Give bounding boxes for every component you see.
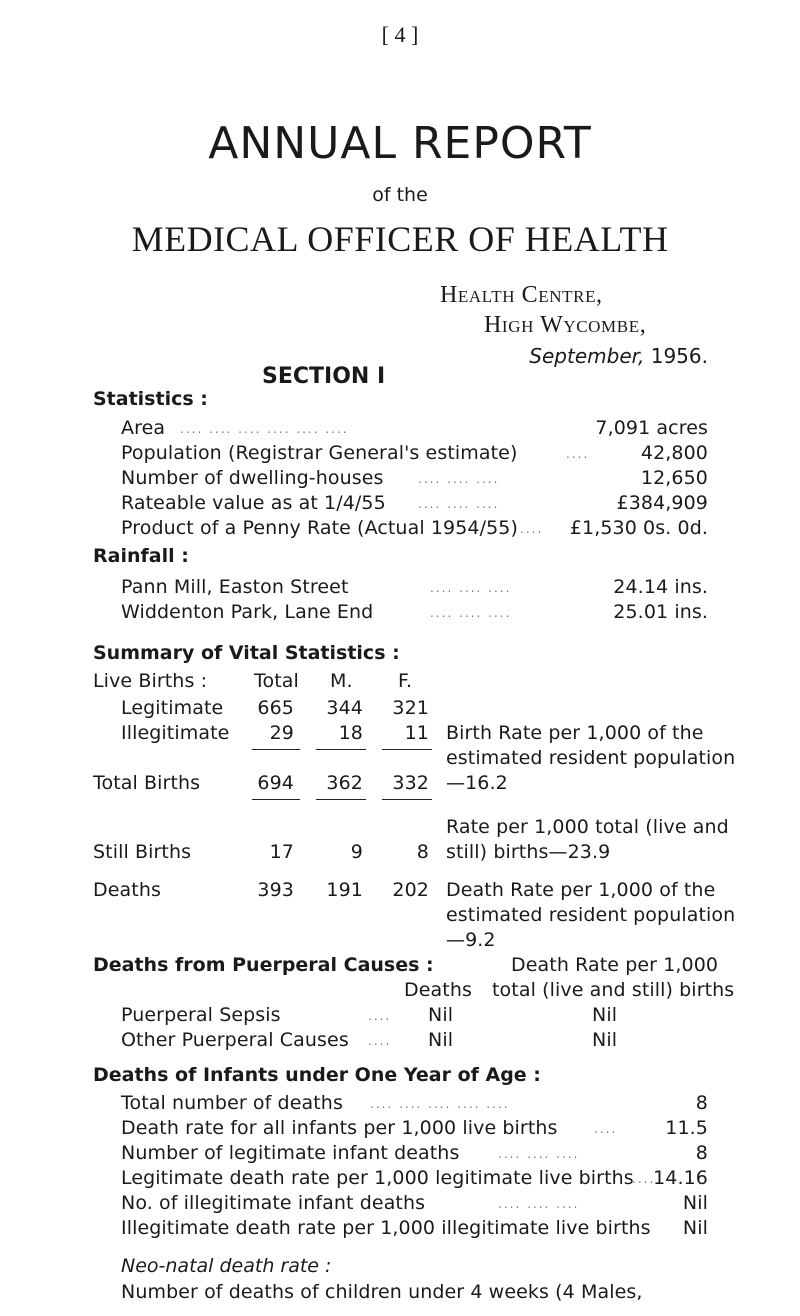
legit-label: Legitimate (121, 697, 224, 719)
infant-value-illegit-deaths: Nil (682, 1192, 708, 1214)
rule-m-2 (316, 799, 366, 800)
puerperal-rate-header-1: Death Rate per 1,000 (511, 954, 719, 976)
rain-dots-pann-mill: .... .... .... (430, 581, 512, 595)
stat-value-rateable: £384,909 (616, 492, 708, 514)
deaths-f: 202 (392, 879, 429, 901)
still-births-total: 17 (269, 841, 294, 863)
rule-f-1 (382, 749, 432, 750)
stat-dots-rateable: .... .... .... (418, 497, 500, 511)
rain-label-widdenton: Widdenton Park, Lane End (121, 601, 374, 623)
vital-heading: Summary of Vital Statistics : (93, 642, 400, 664)
col-f-header: F. (398, 670, 413, 692)
stat-value-population: 42,800 (640, 442, 708, 464)
stat-label-area: Area (121, 417, 166, 439)
illegit-total: 29 (269, 722, 294, 744)
puerperal-sepsis-rate: Nil (592, 1004, 618, 1026)
still-rate-note-1: Rate per 1,000 total (live and (446, 816, 729, 838)
page-number: [ 4 ] (381, 22, 419, 47)
stat-value-area: 7,091 acres (595, 417, 708, 439)
birth-rate-note-2: estimated resident population (446, 747, 736, 769)
other-puerperal-rate: Nil (592, 1029, 618, 1051)
stat-label-population: Population (Registrar General's estimate) (121, 442, 518, 464)
legit-total: 665 (257, 697, 294, 719)
total-births-total: 694 (257, 772, 294, 794)
legit-f: 321 (392, 697, 429, 719)
neonatal-line-1: Number of deaths of children under 4 weeks (4 Males, (121, 1281, 643, 1303)
report-title: ANNUAL REPORT (208, 118, 592, 169)
puerperal-sepsis-dots: .... (368, 1009, 392, 1023)
infant-dots-total: .... .... .... .... .... (370, 1097, 510, 1111)
rainfall-heading: Rainfall : (93, 545, 189, 567)
date-month: September, (529, 344, 645, 368)
total-births-f: 332 (392, 772, 429, 794)
deaths-label: Deaths (93, 879, 161, 901)
infant-label-illegit-rate: Illegitimate death rate per 1,000 illegitimate live births (121, 1217, 651, 1239)
stat-value-dwellings: 12,650 (640, 467, 708, 489)
infants-heading: Deaths of Infants under One Year of Age : (93, 1064, 541, 1086)
infant-dots-legit-deaths: .... .... .... (498, 1147, 580, 1161)
col-total-header: Total (254, 670, 299, 692)
infant-dots-illegit-deaths: .... .... .... (498, 1197, 580, 1211)
total-births-label: Total Births (93, 772, 201, 794)
infant-value-legit-deaths: 8 (695, 1142, 708, 1164)
birth-rate-note-3: —16.2 (446, 772, 508, 794)
deaths-m: 191 (326, 879, 363, 901)
stat-dots-population: .... (566, 447, 590, 461)
stat-dots-penny-rate: .... (520, 522, 544, 536)
neonatal-heading: Neo-natal death rate : (121, 1255, 332, 1277)
puerperal-sepsis-label: Puerperal Sepsis (121, 1004, 281, 1026)
infant-dots-legit-rate: .... (632, 1172, 656, 1186)
other-puerperal-label: Other Puerperal Causes (121, 1029, 349, 1051)
infant-label-illegit-deaths: No. of illegitimate infant deaths (121, 1192, 426, 1214)
rain-value-widdenton: 25.01 ins. (613, 601, 708, 623)
other-puerperal-deaths: Nil (428, 1029, 454, 1051)
rule-total-1 (252, 749, 300, 750)
address-line-2: High Wycombe, (484, 312, 647, 338)
infant-label-death-rate: Death rate for all infants per 1,000 live births (121, 1117, 558, 1139)
death-rate-note-1: Death Rate per 1,000 of the (446, 879, 716, 901)
illegit-m: 18 (338, 722, 363, 744)
infant-value-legit-rate: 14.16 (653, 1167, 708, 1189)
infant-value-illegit-rate: Nil (682, 1217, 708, 1239)
infant-value-death-rate: 11.5 (665, 1117, 708, 1139)
still-births-label: Still Births (93, 841, 192, 863)
of-the-text: of the (372, 184, 428, 206)
illegit-f: 11 (404, 722, 429, 744)
section-heading: SECTION I (262, 364, 386, 389)
stat-dots-area: .... .... .... .... .... .... (180, 422, 349, 436)
illegit-label: Illegitimate (121, 722, 230, 744)
still-rate-note-2: still) births—23.9 (446, 841, 611, 863)
report-subtitle: MEDICAL OFFICER OF HEALTH (131, 219, 669, 259)
legit-m: 344 (326, 697, 363, 719)
rule-total-2 (252, 799, 300, 800)
stat-dots-dwellings: .... .... .... (418, 472, 500, 486)
death-rate-note-2: estimated resident population (446, 904, 736, 926)
rain-value-pann-mill: 24.14 ins. (613, 576, 708, 598)
report-date (529, 344, 708, 368)
deaths-total: 393 (257, 879, 294, 901)
rule-f-2 (382, 799, 432, 800)
stat-label-dwellings: Number of dwelling-houses (121, 467, 384, 489)
rain-dots-widdenton: .... .... .... (430, 606, 512, 620)
other-puerperal-dots: .... (368, 1034, 392, 1048)
still-births-f: 8 (416, 841, 429, 863)
puerperal-rate-header-2: total (live and still) births (492, 979, 735, 1001)
infant-label-legit-rate: Legitimate death rate per 1,000 legitimate live births (121, 1167, 634, 1189)
statistics-heading: Statistics : (93, 388, 208, 410)
address-line-1: Health Centre, (440, 282, 603, 308)
stat-value-penny-rate: £1,530 0s. 0d. (569, 517, 708, 539)
death-rate-note-3: —9.2 (446, 929, 496, 951)
col-m-header: M. (330, 670, 353, 692)
rule-m-1 (316, 749, 366, 750)
stat-label-penny-rate: Product of a Penny Rate (Actual 1954/55) (121, 517, 518, 539)
infant-label-total: Total number of deaths (121, 1092, 343, 1114)
total-births-m: 362 (326, 772, 363, 794)
still-births-m: 9 (350, 841, 363, 863)
puerperal-deaths-header: Deaths (404, 979, 472, 1001)
live-births-label: Live Births : (93, 670, 208, 692)
date-text: 1956. (644, 344, 708, 368)
puerperal-sepsis-deaths: Nil (428, 1004, 454, 1026)
puerperal-heading: Deaths from Puerperal Causes : (93, 954, 434, 976)
infant-label-legit-deaths: Number of legitimate infant deaths (121, 1142, 460, 1164)
birth-rate-note-1: Birth Rate per 1,000 of the (446, 722, 704, 744)
stat-label-rateable: Rateable value as at 1/4/55 (121, 492, 386, 514)
infant-value-total: 8 (695, 1092, 708, 1114)
infant-dots-death-rate: .... (594, 1122, 618, 1136)
rain-label-pann-mill: Pann Mill, Easton Street (121, 576, 349, 598)
